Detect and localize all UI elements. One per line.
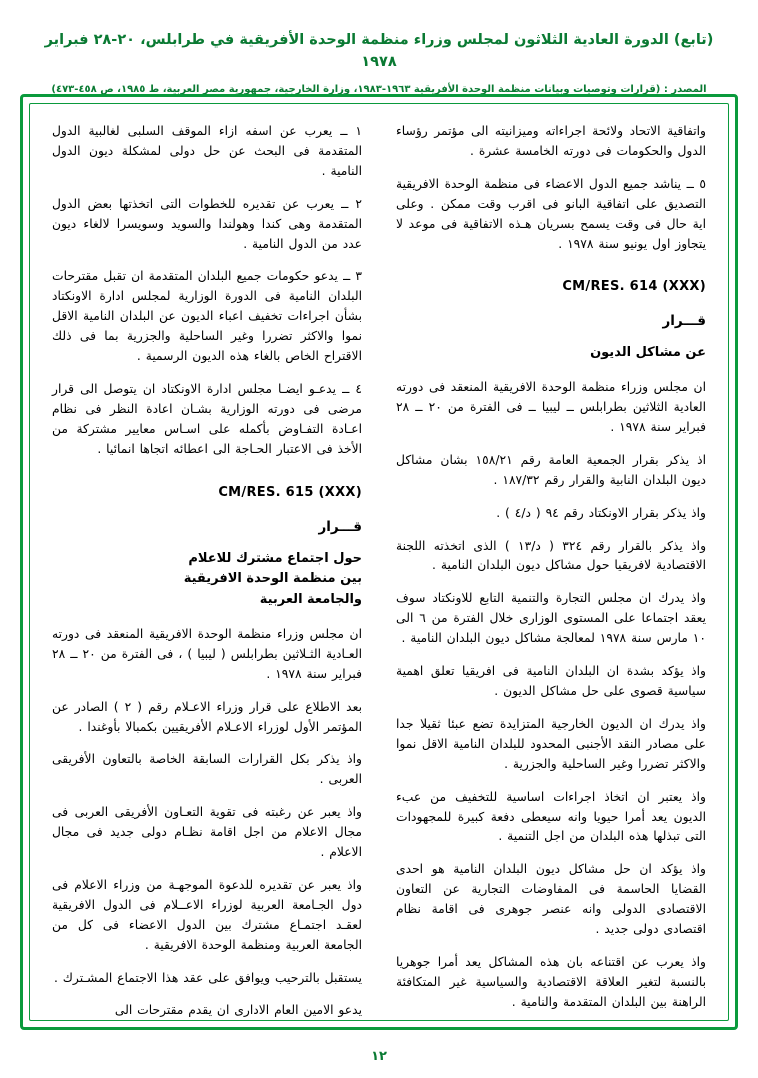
paragraph: ٤ ــ يدعـو ايضـا مجلس ادارة الاونكتاد ان يتوصل الى قرار مرضى فى دورته الوزارية بشـان اعادة النظر فى نظام اعـادة التفـاوض بأكمله على اسـاس معايير مشتركة من الأخذ فى الاعتبار الحـاجة الى اعطائه اتجاها انمائيا . <box>52 381 362 456</box>
resolution-heading: قـــرار <box>662 313 706 330</box>
resolution-subject-line: والجامعة العربية <box>259 592 362 608</box>
paragraph: ان مجلس وزراء منظمة الوحدة الافريقية المنعقد فى دورته العـادية الثـلاثين بطرابلس ( ليبيا ) ، فى الفترة من ٢٠ ــ ٢٨ فبراير سنة ١٩٧٨ . <box>52 626 362 681</box>
resolution-subject <box>52 549 362 611</box>
paragraph: واذ يعبر عن رغبته فى تقوية التعـاون الأفريقى العربى فى مجال الاعلام من اجل اقامة نظـام دولى جديد فى مجال الاعلام . <box>52 805 362 860</box>
column-right <box>396 122 706 1010</box>
paragraph: واتفاقية الاتحاد ولائحة اجراءاته وميزانيته الى مؤتمر رؤساء الدول والحكومات فى دورته الخامسة عشرة . <box>396 124 706 158</box>
resolution-subject <box>396 343 706 364</box>
paragraph: ان مجلس وزراء منظمة الوحدة الافريقية المنعقد فى دورته العادية الثلاثين بطرابلس ــ ليبيا ــ فى الفترة من ٢٠ ــ ٢٨ فبراير سنة ١٩٧٨ . <box>396 380 706 434</box>
paragraph: واذ يعرب عن اقتناعه بان هذه المشاكل يعد أمرا جوهريا بالنسبة لتغير العلاقة الاقتصادية والسياسية غير المتكافئة الراهنة بين البلدان المتقدمة والنامية . <box>396 954 706 1009</box>
resolution-subject-line: حول اجتماع مشترك للاعلام <box>188 550 362 566</box>
paragraph: ٥ ــ يناشد جميع الدول الاعضاء فى منظمة الوحدة الافريقية التصديق على اتفاقية البانو فى اقرب وقت ممكن . وعلى اية حال فى وقت يسمح بسريان هـذه الاتفاقية فى موعد لا يتجاوز اول يونيو سنة ١٩٧٨ . <box>396 176 706 251</box>
paragraph: يستقبل بالترحيب ويوافق على عقد هذا الاجتماع المشـترك . <box>53 970 362 985</box>
paragraph: واذ يؤكد ان حل مشاكل ديون البلدان النامية هو احدى القضايا الحاسمة فى المفاوضات التجارية عن التعاون الاقتصادى الدولى وانه عنصر جوهرى فى اقامة نظام اقتصادى دولى جديد . <box>396 862 706 937</box>
resolution-code: CM/RES. 614 (XXX) <box>562 279 706 295</box>
two-column-layout <box>52 122 707 1018</box>
header-source: المصدر : (قرارات وتوصيات وبيانات منظمة الوحدة الأفريقية ١٩٦٣-١٩٨٣، وزارة الخارجية، جمهورية مصر العربية، ط ١٩٨٥، ص ٤٥٨-٤٧٣) <box>51 83 707 95</box>
paragraph: ٢ ــ يعرب عن تقديره للخطوات التى اتخذتها بعض الدول المتقدمة وهى كندا وهولندا والسويد وسويسرا لالغاء ديون عدد من الدول النامية . <box>52 196 362 251</box>
paragraph: واذ يذكر بقرار الاونكتاد رقم ٩٤ ( د/٤ ) . <box>496 505 706 520</box>
column-left <box>52 122 362 1018</box>
resolution-subject-line: عن مشاكل الديون <box>590 345 706 361</box>
paragraph: يدعو الامين العام الادارى ان يقدم مقترحات الى <box>114 1003 362 1018</box>
paragraph: ٣ ــ يدعو حكومات جميع البلدان المتقدمة ان تقبل مقترحات البلدان النامية فى الدورة الوزارية لمجلس ادارة الاونكتاد بشأن اجراءات تخفيف اعباء الديون عن البلدان النامية الاقل نموا والاكثر تضررا وغير الساحلية والجزرية بما فى ذلك الاقتراح الخاص بالغاء هذه الديون الرسمية . <box>52 269 362 364</box>
content-frame-inner <box>29 103 729 1021</box>
paragraph: واذ يؤكد بشدة ان البلدان النامية فى افريقيا تعلق اهمية سياسية قصوى على حل مشاكل الديون . <box>396 664 706 699</box>
paragraph: واذ يعبر عن تقديره للدعوة الموجهـة من وزراء الاعلام فى دول الجـامعة العربية لوزراء الاعــلام فى الدول الافريقية لعقـد اجتمـاع مشترك بين الدول الاعضاء فى كل من الجامعة العربية ومنظمة الوحدة الافريقية . <box>52 877 362 952</box>
paragraph: واذ يعتبر ان اتخاذ اجراءات اساسية للتخفيف من عبء الديون يعد أمرا حيويا وانه سيعطى دفعة كبيرة للمجهودات التى تبذلها هذه البلدان من اجل التنمية . <box>396 789 706 844</box>
content-frame <box>20 94 738 1030</box>
page-number: ١٢ <box>371 1049 387 1064</box>
resolution-code: CM/RES. 615 (XXX) <box>218 484 362 500</box>
paragraph: ١ ــ يعرب عن اسفه ازاء الموقف السلبى لغالبية الدول المتقدمة فى البحث عن حل دولى لمشكلة ديون الدول النامية . <box>52 124 362 178</box>
paragraph: بعد الاطلاع على قرار وزراء الاعـلام رقم ( ٢ ) الصادر عن المؤتمر الأول لوزراء الاعـلام الأفريقيين بكمبالا بأوغندا . <box>52 699 362 734</box>
page-header <box>0 30 758 97</box>
paragraph: اذ يذكر بقرار الجمعية العامة رقم ١٥٨/٢١ بشان مشاكل ديون البلدان النابية والقرار رقم ١٨٧/٣٢ . <box>396 452 706 487</box>
resolution-subject-line: بين منظمة الوحدة الافريقية <box>183 571 362 587</box>
resolution-heading: قـــرار <box>318 518 362 535</box>
paragraph: واذ يدرك ان مجلس التجارة والتنمية التابع للاونكتاد سوف يعقد اجتماعا على المستوى الوزارى خلال الفترة من ٦ الى ١٠ مارس سنة ١٩٧٨ لمعالجة مشاكل ديون البلدان النامية . <box>396 591 706 646</box>
paragraph: واذ يذكر بكل القرارات السابقة الخاصة بالتعاون الأفريقى العربى . <box>52 752 362 787</box>
paragraph: واذ يدرك ان الديون الخارجية المتزايدة تضع عبئا ثقيلا جدا على مصادر النقد الأجنبى المحدود للبلدان النامية الاقل نموا والاكثر تضررا وغير الساحلية والجزرية . <box>396 716 706 771</box>
header-title: (تابع) الدورة العادية الثلاثون لمجلس وزراء منظمة الوحدة الأفريقية في طرابلس، ٢٠-٢٨ فبراير ١٩٧٨ <box>44 32 714 70</box>
paragraph: واذ يذكر بالقرار رقم ٣٢٤ ( د/١٣ ) الذى اتخذته اللجنة الاقتصادية لافريقيا حول مشاكل ديون البلدان النامية . <box>396 538 707 573</box>
